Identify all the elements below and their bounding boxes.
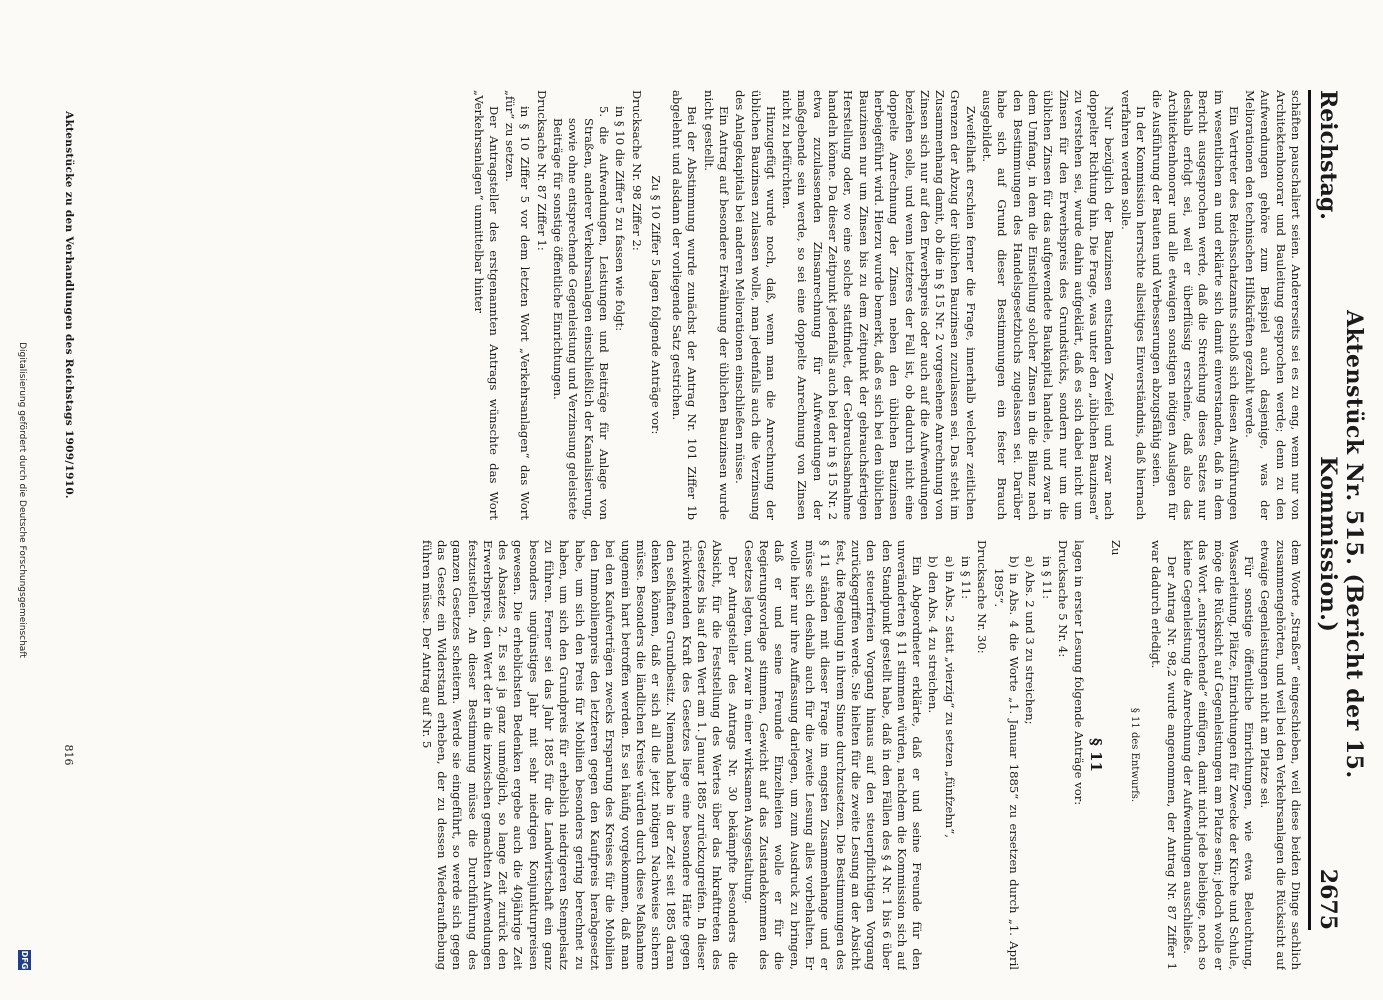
zu-label: Zu — [1108, 540, 1123, 556]
drucksache-30-intro: in § 11: — [959, 556, 974, 600]
left-paragraph: In der Kommission herrschte allseitiges Einverständnis, daß hiernach verfahren werden solle. — [1118, 90, 1149, 520]
section-heading: § 11 — [1087, 738, 1106, 772]
drucksache-30-item-b: b) den Abs. 4 zu streichen. — [926, 556, 941, 714]
left-paragraph: Ein Antrag auf besondere Erwähnung der üblichen Bauzinsen wurde nicht gestellt. — [701, 90, 732, 520]
drucksache-87-item: in § 10 Ziffer 5 vor dem letzten Wort „Verkehrsanlagen“ das Wort „für“ zu setzen. — [503, 90, 533, 520]
header-rule — [1308, 90, 1311, 930]
right-paragraph: dem Worte „Straßen“ eingeschieben, weil diese beiden Dinge sachlich zusammengehörten, und weil bei den Verkehrsanlagen die Rücksicht auf etwaige Gegenleistungen nicht am Platze sei. — [1258, 540, 1303, 970]
right-paragraph: Der Antrag Nr. 98,2 wurde angenommen, der Antrag Nr. 87 Ziffer 1 war dadurch erledigt. — [1149, 540, 1179, 970]
header-reichstag: Reichstag. — [1315, 90, 1341, 220]
closing-paragraph: Der Antragsteller des erstgenannten Antrags wünschte das Wort „Verkehrsanlagen“ unmittelbar hinter — [471, 90, 501, 520]
page-header — [1315, 90, 1367, 930]
drucksache-98-intro: in § 10 die Ziffer 5 zu fassen wie folgt: — [613, 106, 628, 332]
right-paragraph: Ein Abgeordneter erklärte, daß er und seine Freunde für den unveränderten § 11 stimmen würden, nachdem die Kommission sich auf den Standpunkt gestellt habe, daß in den Fällen des § 4 Nr. 1 bis 6 über den steuerfreien Vorgang hinaus auf den steuerpflichtigen Vorgang zurückgegriffen werde. Sie hielten für die zweite Lesung an der Absicht fest, die Regelung in ihrem Sinne durchzusetzen. Die Bestimmungen des § 11 ständen mit dieser Frage im engsten Zusammenhange und er müsse sich deshalb auch für die zweite Lesung alles vorbehalten. Er wolle hier nur ihre Auffassung darlegen, um zum Ausdruck zu bringen, daß er und seine Freunde Einzelheiten wolle er für die Regierungsvorlage stimmen, Gewicht auf das Zustandekommen des Gesetzes legten, und zwar in einer wirksamen Ausgestaltung. — [741, 540, 925, 970]
left-paragraph: schäften pauschaliert seien. Andererseits sei es zu eng, wenn nur von Architektenhonorar und Bauleitung gesprochen werde; denn zu den Aufwendungen gehöre zum Beispiel auch dasjenige, was der Meliorationen den technischen Hilfskräften gezahlt werde. — [1243, 90, 1303, 520]
drucksache-5-label: Drucksache 5 Nr. 4: — [1055, 540, 1070, 658]
entwurf-label: § 11 des Entwurfs. — [1129, 707, 1141, 803]
right-column — [60, 540, 1303, 970]
left-column — [60, 90, 1303, 520]
right-paragraph: Der Antragsteller des Antrags Nr. 30 bekämpfte besonders die Absicht, für die Feststellung des Wertes über das Inkrafttreten des Gesetzes bis auf den Wert am 1. Januar 1885 zurückzugreifen. In dieser rückwirkenden Kraft des Gesetzes liege eine besondere Härte gegen den seßhaften Grundbesitz. Niemand habe in der Zeit seit 1885 daran denken können, daß er sich all die jetzt nötigen Nachweise sichern müsse. Besonders die ländlichen Kreise würden durch diese Maßnahme ungemein hart betroffen werden. Es sei häufig vorgekommen, daß man bei den Kaufverträgen zwecks Ersparung des Kreises für die Mobilien den Immobilienpreis den letzteren gegen den Kaufpreis herabgesetzt habe, um sich den Preis für Mobilien besonders gering berechnet zu haben, um sich den Grundpreis für erheblich niedrigeren Stempelsatz zu führen. Ferner sei das Jahr 1885 für die Landwirtschaft ein ganz besonders ungünstiges Jahr mit sehr niedrigen Konjunkturpreisen gewesen. Die erheblichsten Bedenken ergebe auch die 40jährige Zeit des Absatzes 2. Es sei ja ganz unmöglich, so lange Zeit zurück den Erwerbspreis, den Wert der in die inzwischen gemachten Aufwendungen festzustellen. An dieser Bestimmung müsse die Durchführung des ganzen Gesetzes scheitern. Werde sie eingeführt, so werde sich gegen das Gesetz ein Widerstand erheben, der zu dessen Wiederaufhebung führen müsse. Der Antrag auf Nr. 5 — [419, 540, 740, 970]
drucksache-98-label: Drucksache Nr. 98 Ziffer 2: — [629, 90, 644, 251]
drucksache-30-label: Drucksache Nr. 30: — [975, 540, 990, 654]
digitization-note: Digitalisierung gefördert durch die Deutsche Forschungsgemeinschaft — [17, 342, 27, 658]
lagen-text: lagen in erster Lesung folgende Anträge vor: — [1072, 540, 1087, 806]
left-paragraph: Bei der Abstimmung wurde zunächst der Antrag Nr. 101 Ziffer 1b abgelehnt und alsdann der vorliegende Satz gestrichen. — [670, 90, 700, 520]
page-number-footer: 816 — [62, 744, 76, 766]
dfg-logo: DFG — [20, 950, 29, 970]
left-paragraph: Hinzugefügt wurde noch, daß, wenn man die Anrechnung der üblichen Bauzinsen zulassen wolle, man jedenfalls auch die Verzinsung des Anlagekapitals bei anderen Meliorationen einschließen müsse. — [733, 90, 778, 520]
source-footer: Aktenstücke zu den Verhandlungen des Reichstags 1909/1910. — [63, 111, 76, 499]
header-title: Aktenstück Nr. 515. (Bericht der 15. Kommission.) — [1315, 310, 1367, 779]
drucksache-5-intro: in § 11: — [1039, 556, 1054, 600]
zu-paragraph-heading: Zu § 10 Ziffer 5 lagen folgende Anträge vor: — [648, 175, 663, 435]
right-paragraph: Für sonstige öffentliche Einrichtungen, wie etwa Beleuchtung, Wasserleitung, Plätze, Einrichtungen für Zwecke der Kirche und Schule, möge die Rücksicht auf Gegenleistungen am Platze sein; jedoch wolle er das Wort „entsprechende“ einfügen, damit nicht jede beliebige, noch so kleine Gegenleistung die Anrechnung der Aufwendungen ausschließe. — [1180, 540, 1257, 970]
left-paragraph: Ein Vertreter des Reichsschatzamts schloß sich diesen Ausführungen im wesentlichen an und erklärte sich damit einverstanden, daß in dem Bericht ausgesprochen werde, daß die Streichung dieses Satzes nur deshalb erfolgt sei, weil er überflüssig erscheine, daß also das Architektenhonorar und alle etwaigen sonstigen nötigen Auslagen für die Ausführung der Bauten und Verbesserungen abzugsfähig seien. — [1150, 90, 1241, 520]
left-paragraph: Nur bezüglich der Bauzinsen entstanden Zweifel und zwar nach doppelter Richtung hin. Die Frage, was unter den „üblichen Bauzinsen“ zu verstehen sei, wurde dahin aufgeklärt, daß es sich dabei nicht um Zinsen für den Erwerbspreis des Grundstücks, sondern nur um die üblichen Zinsen für das aufgewendete Baukapital handele, und zwar in dem Umfang, in dem die Einstellung solcher Zinsen in die Bilanz nach den Bestimmungen des Handelsgesetzbuchs zugelassen sei. Darüber habe sich auf Grund dieser Bestimmungen ein fester Brauch ausgebildet. — [980, 90, 1117, 520]
drucksache-5-item-a: a) Abs. 2 und 3 zu streichen; — [1023, 556, 1038, 725]
drucksache-30-item-a: a) in Abs. 2 statt „vierzig“ zu setzen „fünfzehn“, — [942, 556, 957, 838]
header-page-number: 2675 — [1315, 868, 1341, 930]
left-paragraph: Zweifelhaft erschien ferner die Frage, innerhalb welcher zeitlichen Grenzen der Abzug der üblichen Bauzinsen zuzulassen sei. Das steht im Zusammenhang damit, ob die in § 15 Nr. 2 vorgesehene Anrechnung von Zinsen sich nur auf den Erwerbspreis oder auch auf die Aufwendungen beziehen solle, und wenn letzteres der Fall ist, ob dadurch nicht eine doppelte Anrechnung der Zinsen neben den üblichen Bauzinsen herbeigeführt wird. Hierzu wurde bemerkt, daß es sich bei den üblichen Bauzinsen nur um Zinsen bis zu dem Zeitpunkt der gebrauchsfertigen Herstellung oder, wo eine solche stattfindet, der Gebrauchsabnahme handeln könne. Da dieser Zeitpunkt jedenfalls auch bei der in § 15 Nr. 2 etwa zuzulassenden Zinsanrechnung für Aufwendungen der maßgebende sein werde, so sei eine doppelte Anrechnung von Zinsen nicht zu befürchten. — [780, 90, 978, 520]
drucksache-98-item: 5. die Aufwendungen, Leistungen und Beiträge für Anlage von Straßen, anderer Verkehrsanlagen einschließlich der Kanalisierung, sowie ohne entsprechende Gegenleistung und Verzinsung geleistete Beiträge für sonstige öffentliche Einrichtungen. — [551, 106, 611, 520]
drucksache-5-item-b: b) in Abs. 4 die Worte „1. Januar 1885“ zu ersetzen durch „1. April 1895“. — [991, 556, 1021, 970]
drucksache-87-label: Drucksache Nr. 87 Ziffer 1: — [534, 90, 549, 251]
